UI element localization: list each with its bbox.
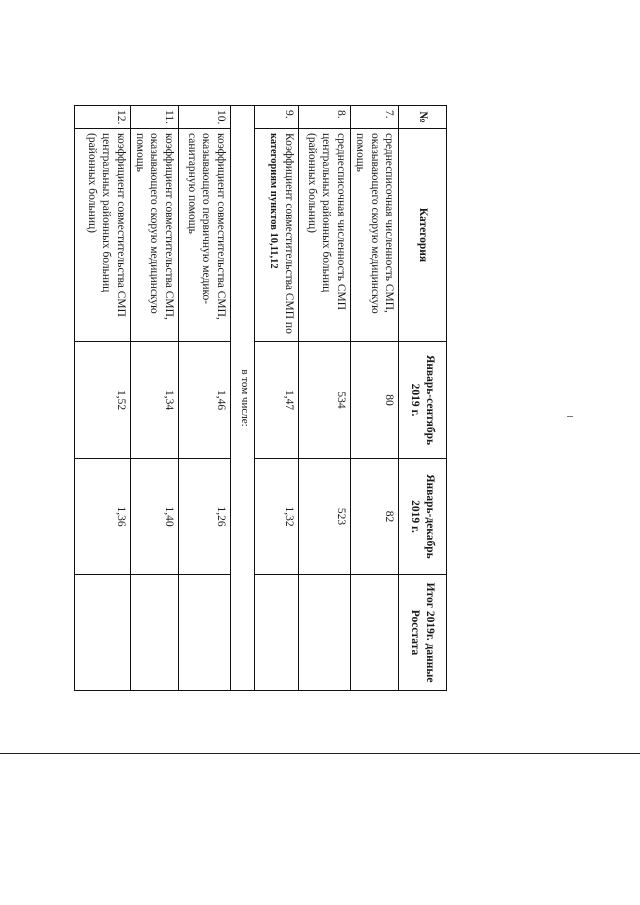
rotated-table-wrapper xyxy=(86,105,447,690)
row-num: 8. xyxy=(298,106,350,129)
row-jan-sep: 534 xyxy=(298,342,350,459)
subheading: в том числе: xyxy=(230,106,254,691)
table-row xyxy=(178,106,230,691)
row-category xyxy=(254,129,298,342)
row-category: среднесписочная численность СМП центральных районных больниц (районных больниц) xyxy=(298,129,350,342)
row-jan-dec: 523 xyxy=(298,459,350,575)
page-divider-line xyxy=(0,753,640,754)
table-row xyxy=(74,106,130,691)
row-jan-sep: 80 xyxy=(350,342,398,459)
row-num: 11. xyxy=(130,106,178,129)
header-total: Итог 2019г. данные Росстата xyxy=(399,575,447,691)
table-row xyxy=(350,106,398,691)
header-jan-dec: Январь-декабрь 2019 г. xyxy=(399,459,447,575)
row-jan-sep: 1,46 xyxy=(178,342,230,459)
table-row xyxy=(130,106,178,691)
row-total xyxy=(298,575,350,691)
row-total xyxy=(350,575,398,691)
row-jan-dec: 1,40 xyxy=(130,459,178,575)
row-jan-sep: 1,34 xyxy=(130,342,178,459)
row-category: коэффициент совместительства СМП центральных районных больниц (районных больниц) xyxy=(74,129,130,342)
row-jan-dec: 1,32 xyxy=(254,459,298,575)
row-category: среднесписочная численность СМП, оказывающего скорую медицинскую помощь xyxy=(350,129,398,342)
row-total xyxy=(74,575,130,691)
row-total xyxy=(254,575,298,691)
row-total xyxy=(130,575,178,691)
row-num: 10. xyxy=(178,106,230,129)
row-jan-sep: 1,52 xyxy=(74,342,130,459)
scan-speck xyxy=(567,416,573,417)
row-jan-dec: 1,36 xyxy=(74,459,130,575)
table-row xyxy=(298,106,350,691)
row-num: 9. xyxy=(254,106,298,129)
row-category-main: Коэффициент совместительства СМП по xyxy=(282,133,295,334)
row-category: коэффициент совместительства СМП, оказывающего первичную медико-санитарную помощь xyxy=(178,129,230,342)
table-header-row xyxy=(399,106,447,691)
header-jan-sep: Январь-сентябрь 2019 г. xyxy=(399,342,447,459)
header-category: Категория xyxy=(399,129,447,342)
subheading-row xyxy=(230,106,254,691)
row-num: 12. xyxy=(74,106,130,129)
row-category: коэффициент совместительства СМП, оказывающего скорую медицинскую помощь xyxy=(130,129,178,342)
row-jan-dec: 1,26 xyxy=(178,459,230,575)
staffing-table xyxy=(74,105,447,691)
table-row xyxy=(254,106,298,691)
row-total xyxy=(178,575,230,691)
row-category-sub: категориям пунктов 10,11,12 xyxy=(268,133,280,269)
header-num: № xyxy=(399,106,447,129)
row-jan-sep: 1,47 xyxy=(254,342,298,459)
row-jan-dec: 82 xyxy=(350,459,398,575)
row-num: 7. xyxy=(350,106,398,129)
